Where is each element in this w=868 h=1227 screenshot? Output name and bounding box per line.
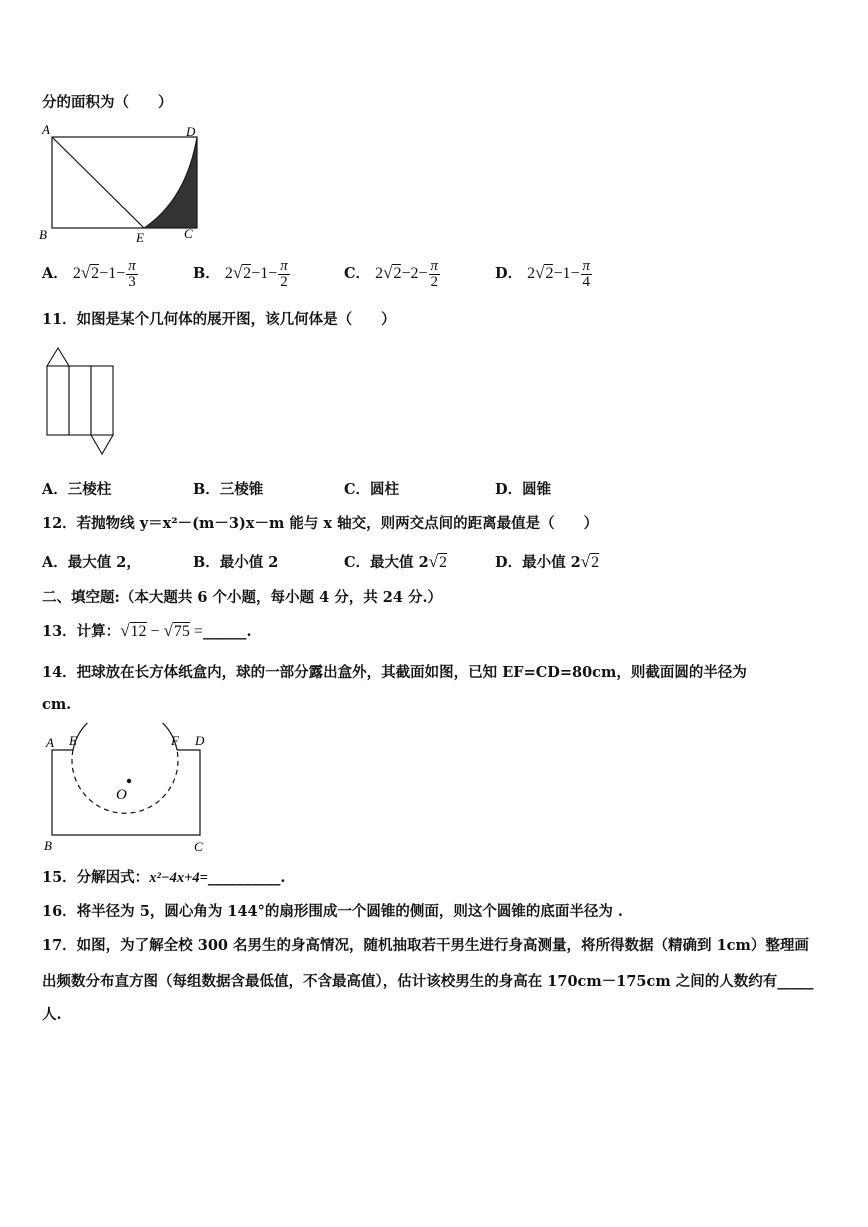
q10-stem-tail: 分的面积为（ ） — [42, 94, 173, 111]
label-c: C — [194, 839, 203, 854]
q10-option-b[interactable]: B． 2√2−1− $\frac{\pi}{2}$ — [193, 258, 288, 290]
face-3 — [91, 366, 113, 435]
center-point — [127, 779, 131, 783]
shaded-region — [144, 137, 197, 228]
q16: 16．将半径为 5，圆心角为 144°的扇形围成一个圆锥的侧面，则这个圆锥的底面半径为 . — [42, 903, 623, 920]
q15: 15．分解因式：x²−4x+4=__________. — [42, 869, 286, 886]
q11-option-d[interactable]: D．圆锥 — [495, 481, 552, 498]
option-key: B． — [193, 265, 220, 283]
q11-stem: 11．如图是某个几何体的展开图，该几何体是（ ） — [42, 311, 396, 328]
segment-ae — [52, 137, 144, 228]
circle-arc-dashed — [72, 750, 178, 813]
q10-option-a[interactable]: A． 2√2−1− $\frac{\pi}{3}$ — [42, 258, 136, 290]
q17-line-1: 17．如图，为了解全校 300 名男生的身高情况，随机抽取若干男生进行身高测量，将所得数据（精确到 1cm）整理画 — [42, 937, 809, 954]
section-2-heading: 二、填空题:（本大题共 6 个小题，每小题 4 分，共 24 分.） — [42, 589, 443, 606]
q17-line-2: 出频数分布直方图（每组数据含最低值，不含最高值），估计该校男生的身高在 170cm－175cm 之间的人数约有_____ — [42, 973, 814, 990]
q10-option-c[interactable]: C． 2√2−2− $\frac{\pi}{2}$ — [344, 258, 439, 290]
q12-option-a[interactable]: A．最大值 2， — [42, 554, 141, 571]
q14-stem-unit: cm. — [42, 696, 72, 713]
q12-option-d[interactable]: D．最小值 2√2 — [495, 552, 600, 571]
option-key: D． — [495, 265, 523, 283]
q11-net-figure — [42, 344, 122, 459]
label-b: B — [44, 838, 52, 853]
q13-answer-blank[interactable]: ______ — [202, 623, 247, 640]
q17-line-3: 人. — [42, 1006, 62, 1023]
option-key: C． — [344, 265, 371, 283]
label-o: O — [116, 787, 127, 803]
label-c: C — [184, 226, 193, 241]
q14-figure — [36, 723, 216, 855]
q10-option-d[interactable]: D． 2√2−1− $\frac{\pi}{4}$ — [495, 258, 591, 290]
q10-figure — [36, 120, 206, 246]
face-2 — [69, 366, 91, 435]
q15-answer-blank[interactable]: __________ — [207, 869, 281, 886]
label-d: D — [186, 124, 196, 139]
q12-stem: 12．若抛物线 y＝x²－(m－3)x－m 能与 x 轴交，则两交点间的距离最值是（ ） — [42, 515, 599, 532]
q12-option-b[interactable]: B．最小值 2 — [193, 554, 279, 571]
circle-arc-solid — [73, 723, 177, 750]
label-f: F — [171, 733, 179, 748]
label-e: E — [136, 230, 144, 245]
option-key: A． — [42, 265, 68, 283]
q12-option-c[interactable]: C．最大值 2√2 — [344, 552, 448, 571]
q11-option-a[interactable]: A．三棱柱 — [42, 481, 112, 498]
label-a: A — [42, 122, 50, 137]
face-1 — [47, 366, 69, 435]
label-d: D — [195, 733, 205, 748]
label-a: A — [46, 735, 54, 750]
q11-option-c[interactable]: C．圆柱 — [344, 481, 400, 498]
q13: 13．计算：√12 − √75 =______. — [42, 621, 252, 640]
label-b: B — [39, 227, 47, 242]
q11-option-b[interactable]: B．三棱锥 — [193, 481, 264, 498]
bottom-triangle — [91, 435, 113, 454]
label-e: E — [69, 733, 77, 748]
top-triangle — [47, 348, 69, 366]
q14-stem: 14．把球放在长方体纸盒内，球的一部分露出盒外，其截面如图，已知 EF=CD=80cm，则截面圆的半径为 — [42, 664, 747, 681]
